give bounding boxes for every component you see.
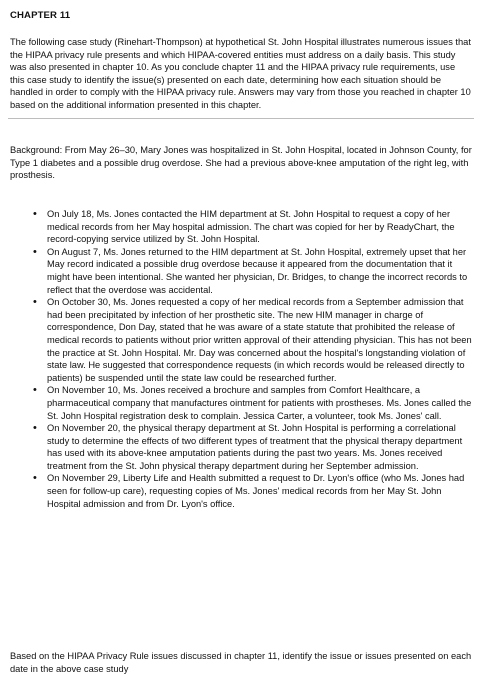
list-item: [0, 472, 484, 510]
case-list: [0, 208, 484, 510]
bullet-icon: •: [33, 245, 37, 258]
bullet-icon: •: [33, 208, 37, 220]
case-text: On November 20, the physical therapy department at St. John Hospital is performing a correlational study to determine the effects of two different types of treatment that the physical therapy department has used with its above-knee amputation patients during the past two years. Ms. Jones received treatment from the St. John physical therapy department during her September admission.: [47, 423, 463, 471]
bullet-icon: •: [33, 384, 37, 397]
bullet-icon: •: [33, 422, 37, 435]
list-item: [0, 384, 484, 422]
intro-paragraph: The following case study (Rinehart-Thompson) at hypothetical St. John Hospital illustrates numerous issues that the HIPAA privacy rule presents and which HIPAA-covered entities must address on a daily basis. This study was also presented in chapter 10. As you conclude chapter 11 and the HIPAA privacy rule requirements, use this case study to identify the issue(s) presented on each date, determining how each situation should be handled in order to comply with the HIPAA privacy rule. Answers may vary from those you reached in chapter 10 based on the additional information presented in this chapter.: [10, 37, 471, 110]
question-text: Based on the HIPAA Privacy Rule issues discussed in chapter 11, identify the issue or issues presented on each date in the above case study: [10, 651, 472, 674]
case-text: On August 7, Ms. Jones returned to the HIM department at St. John Hospital, extremely upset that her May record indicated a possible drug overdose because it appeared from the documentation that it might have been intentional. She wanted her physician, Dr. Bridges, to change the incorrect records to reflect that the overdose was accidental.: [47, 246, 468, 295]
case-text: On November 29, Liberty Life and Health submitted a request to Dr. Lyon's office (who Ms. Jones had seen for follow-up care), requesting copies of Ms. Jones' medical records from her May St. John Hospital admission and from Dr. Lyon's office.: [47, 473, 465, 509]
bullet-icon: •: [33, 472, 37, 485]
case-text: On July 18, Ms. Jones contacted the HIM department at St. John Hospital to request a copy of her medical records from her May hospital admission. The chart was copied for her by ReadyChart, the record-copying service utilized by St. John Hospital.: [47, 209, 455, 245]
list-item: [0, 296, 484, 384]
background-paragraph: Background: From May 26–30, Mary Jones was hospitalized in St. John Hospital, located in Johnson County, for Type 1 diabetes and a possible drug overdose. She had a previous above-knee amputation of the right leg, with prosthesis.: [10, 145, 472, 181]
intro-box: [8, 36, 474, 119]
case-text: On October 30, Ms. Jones requested a copy of her medical records from a September admission that had been precipitated by infection of her prosthetic site. The new HIM manager in charge of correspondence, Don Day, stated that he was aware of a state statute that prohibited the release of medical records to patients without prior written approval of their attending physician. This has not been the practice at St. John Hospital. Mr. Day was concerned about the hospital's longstanding violation of state law. He suggested that correspondence requests (in which records would be released directly to patients) be suspended until the state law could be researched further.: [47, 297, 472, 383]
list-item: [0, 422, 484, 472]
list-item: [0, 246, 484, 296]
case-text: On November 10, Ms. Jones received a brochure and samples from Comfort Healthcare, a pharmaceutical company that manufactures ointment for patients with prostheses. Ms. Jones called the St. John Hospital registration desk to complain. Jessica Carter, a volunteer, took Ms. Jones' call.: [47, 385, 472, 421]
bullet-icon: •: [33, 296, 37, 309]
chapter-heading: CHAPTER 11: [10, 10, 71, 21]
list-item: [0, 208, 484, 246]
